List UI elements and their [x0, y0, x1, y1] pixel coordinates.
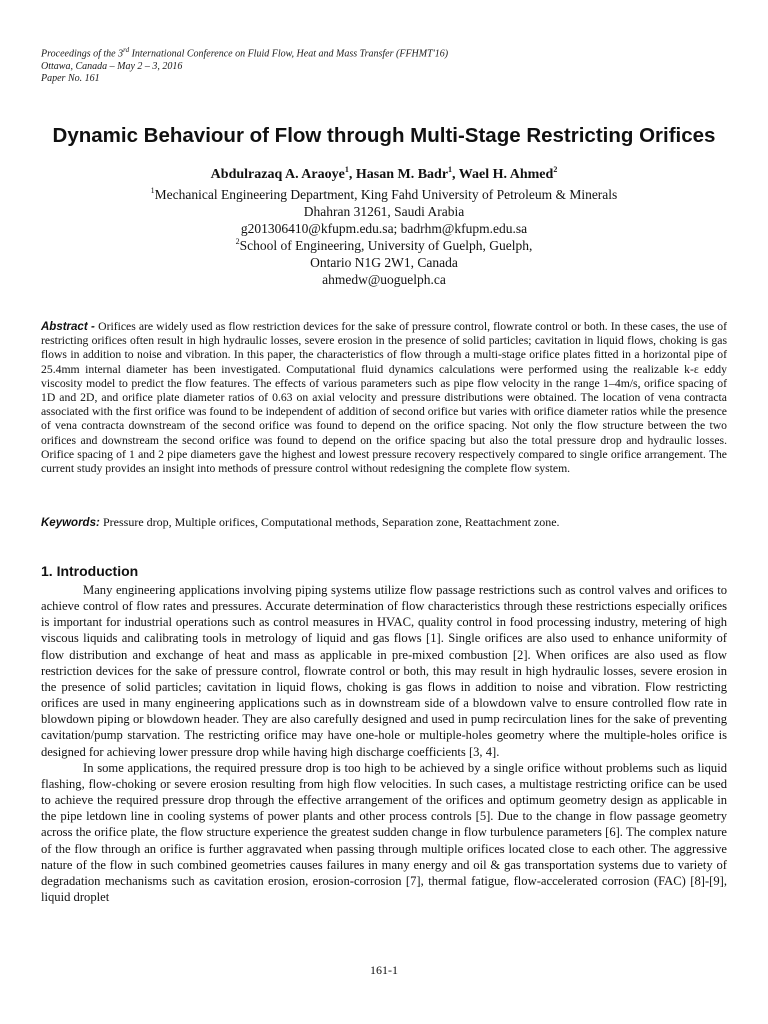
page-number: 161-1	[370, 963, 398, 977]
author-2: Hasan M. Badr	[355, 167, 449, 182]
introduction-body	[41, 582, 727, 905]
affiliation-1	[0, 186, 768, 203]
affiliation-1-emails: g201306410@kfupm.edu.sa; badrhm@kfupm.edu.sa	[240, 221, 528, 236]
abstract-label: Abstract -	[41, 321, 99, 333]
section-heading-introduction: 1. Introduction	[41, 563, 139, 579]
author-1-affiliation-mark: 1	[344, 165, 349, 174]
introduction-paragraph-2: In some applications, the required pressure drop is too high to be achieved by a single orifice without problems such as liquid flashing, flow-choking or severe erosion resulting from high flow velocities. In such cases, a multistage restricting orifice can be used to achieve the required pressure drop through the effective arrangement of the orifices and optimum geometry design as applicable in the pipe letdown line in cooling systems of power plants and other process controls [5]. Due to the change in flow passage geometry across the orifice plate, the flow structure experience the greatest sudden change in flow turbulence parameters [6]. The complex nature of the flow through an orifice is further aggravated when passing through multiple orifices located close to each other. The aggressive nature of the flow in such combined geometries causes failures in many energy and oil & gas transportation systems due to variety of degradation mechanisms such as cavitation erosion, erosion-corrosion [7], thermal fatigue, flow-accelerated corrosion (FAC) [8]-[9], liquid droplet	[41, 760, 727, 904]
paper-title: Dynamic Behaviour of Flow through Multi-Stage Restricting Orifices	[52, 124, 716, 147]
author-block	[0, 166, 768, 288]
proceedings-ordinal: rd	[123, 46, 130, 54]
author-names	[0, 166, 768, 183]
affiliation-2-mark: 2	[235, 237, 240, 246]
paper-number: Paper No. 161	[41, 73, 100, 85]
introduction-paragraph-1: Many engineering applications involving piping systems utilize flow passage restrictions such as control valves and orifices to achieve control of flow rates and pressures. Accurate determination of flow characteristics through these restrictions especially orifices is important for industrial operations such as control measures in HVAC, quality control in food processing industry, metering of high viscous liquids and calibrating tools in metrology of liquid and gas flows [1]. Single orifices are also used to enhance uniformity of flow distribution and exchange of heat and mass as applicable in pre-mixed combustion [2]. When orifices are also used as flow restriction devices for the sake of pressure control, flowrate control or both, this may result in high hydraulic losses, severe erosion in the presence of solid particles; cavitation in liquid flows, choking is gas flows in addition to noise and vibration. Flow restricting orifices are used in many engineering applications such as in downstream side of a blowdown valve to ensure controlled flow rate in blowdown piping or blowdown header. They are also carefully designed and used in pump recirculation lines for the sake of preventing cavitation/pump starvation. The restricting orifice may have one-hole or multiple-holes geometry where the multiple-holes orifice is designed for achieving lower pressure drop while having high discharge coefficients [3, 4].	[41, 583, 727, 759]
author-2-affiliation-mark: 1	[448, 165, 453, 174]
affiliation-1-address: Dhahran 31261, Saudi Arabia	[303, 204, 465, 219]
abstract-text: Orifices are widely used as flow restriction devices for the sake of pressure control, flowrate control or both. In these cases, the use of restricting orifices often result in high hydraulic losses, severe erosion in the presence of solid particles; cavitation in liquid flows, choking is gas flows in addition to noise and vibration. In this paper, the characteristics of flow through a multi-stage orifice plates fitted in a horizontal pipe of 25.4mm internal diameter has been investigated. Computational fluid dynamics calculations were performed using the realizable k-ε eddy viscosity model to predict the flow features. The effects of various parameters such as pipe flow velocity in the range 1–4m/s, orifice spacing of 1D and 2D, and orifice plate diameter ratios of 0.63 on axial velocity and pressure distributions were obtained. The location of vena contracta associated with the first orifice was found to be independent of addition of second orifice but varies with orifice diameter ratios while the presence of vena contracta downstream of the second orifice was found to depend on the orifice spacing. Not only the flow structure between the two orifices and downstream the second orifice was found to depend on the orifice spacing but also the total pressure drop and hydraulic losses. Orifice spacing of 1 and 2 pipe diameters gave the highest and lowest pressure recovery respectively compared to single orifice arrangement. The current study provides an insight into methods of pressure control without redesigning the complete flow system.	[41, 320, 728, 476]
conference-location-date: Ottawa, Canada – May 2 – 3, 2016	[41, 60, 183, 72]
keywords-text: Pressure drop, Multiple orifices, Computational methods, Separation zone, Reattachment zone.	[103, 515, 560, 529]
proceedings-line	[41, 44, 448, 61]
author-separator: ,	[348, 167, 356, 182]
affiliation-1-name: Mechanical Engineering Department, King Fahd University of Petroleum & Minerals	[154, 187, 618, 202]
author-3-affiliation-mark: 2	[553, 165, 558, 174]
keywords	[41, 515, 727, 531]
author-3: Wael H. Ahmed	[458, 167, 554, 182]
keywords-label: Keywords	[41, 517, 96, 529]
proceedings-prefix: Proceedings of the 3	[41, 48, 124, 60]
proceedings-header	[41, 44, 448, 86]
keywords-colon: :	[95, 517, 103, 529]
author-1: Abdulrazaq A. Araoye	[210, 167, 345, 182]
affiliation-2-address: Ontario N1G 2W1, Canada	[310, 255, 458, 270]
affiliation-2-email: ahmedw@uoguelph.ca	[322, 272, 446, 287]
abstract	[41, 320, 727, 476]
affiliation-2-name: School of Engineering, University of Guelph, Guelph,	[239, 238, 533, 253]
affiliation-1-mark: 1	[150, 186, 155, 195]
affiliation-2	[0, 237, 768, 254]
proceedings-suffix: International Conference on Fluid Flow, Heat and Mass Transfer (FFHMT'16)	[129, 48, 449, 60]
author-separator: ,	[452, 167, 459, 182]
